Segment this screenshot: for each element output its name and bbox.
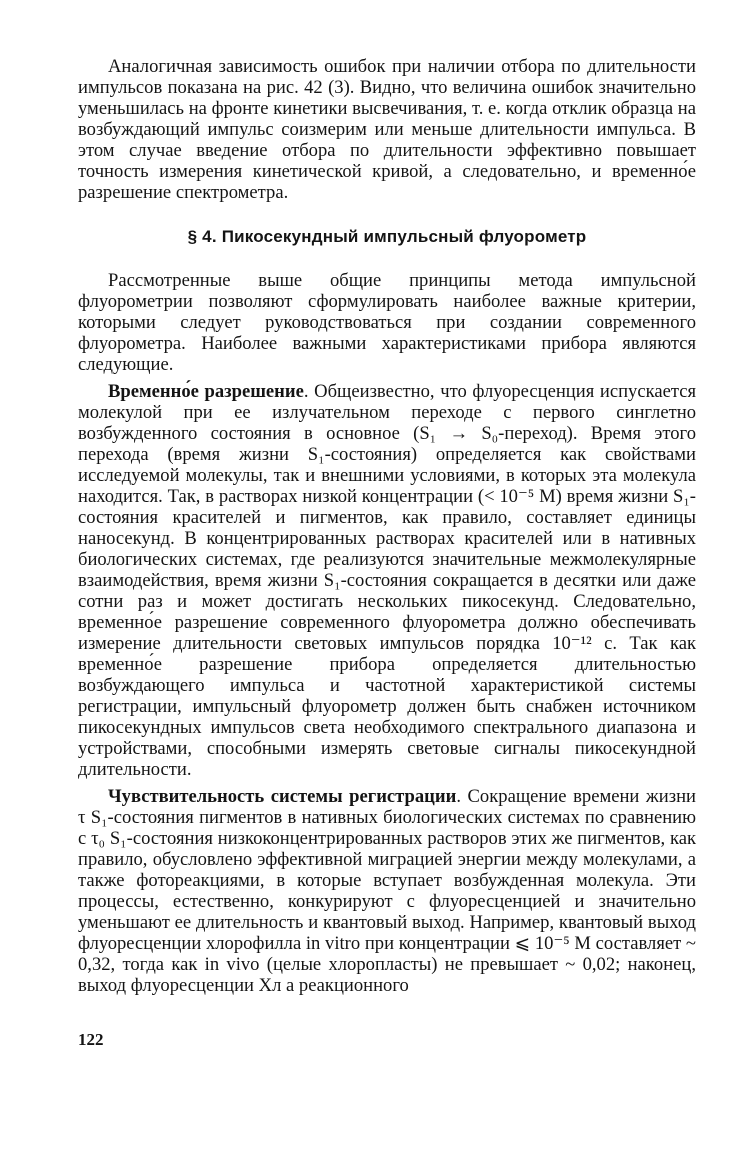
term-sensitivity: Чувствительность системы регистрации xyxy=(108,786,457,807)
page-body xyxy=(78,56,696,996)
paragraph-4-text: . Сокращение времени жизни τ S₁-состояния пигментов в нативных биологических системах по сравнению с τ₀ S₁-состояния низкоконцентрированных растворов этих же пигментов, как правило, обусловлено эффективной миграцией энергии между молекулами, а также фотореакциями, в которые вступает возбужденная молекула. Эти процессы, естественно, конкурируют с флуоресценцией и значительно уменьшают ее длительность и квантовый выход. Например, квантовый выход флуоресценции хлорофилла in vitro при концентрации ⩽ 10⁻⁵ М составляет ~ 0,32, тогда как in vivo (целые хлоропласты) не превышает ~ 0,02; наконец, выход флуоресценции Хл a реакционного xyxy=(78,786,696,996)
section-heading: § 4. Пикосекундный импульсный флуорометр xyxy=(187,227,587,246)
paragraph-4 xyxy=(78,786,696,996)
paragraph-3 xyxy=(78,381,696,780)
page-number: 122 xyxy=(78,1030,104,1049)
paragraph-2: Рассмотренные выше общие принципы метода импульсной флуорометрии позволяют сформулировать наиболее важные критерии, которыми следует руководствоваться при создании современного флуорометра. Наиболее важными характеристиками прибора являются следующие. xyxy=(78,270,696,375)
term-time-resolution: Временно́е разрешение xyxy=(108,381,304,402)
paragraph-1: Аналогичная зависимость ошибок при наличии отбора по длительности импульсов показана на рис. 42 (3). Видно, что величина ошибок значительно уменьшилась на фронте кинетики высвечивания, т. е. когда отклик образца на возбуждающий импульс соизмерим или меньше длительности импульса. В этом случае введение отбора по длительности эффективно повышает точность измерения кинетической кривой, а следовательно, и временно́е разрешение спектрометра. xyxy=(78,56,696,203)
paragraph-3-text: . Общеизвестно, что флуоресценция испускается молекулой при ее излучательном переходе с первого синглетно возбужденного состояния в основное (S₁ → S₀-переход). Время этого перехода (время жизни S₁-состояния) определяется как свойствами исследуемой молекулы, так и внешними условиями, в которых эта молекула находится. Так, в растворах низкой концентрации (< 10⁻⁵ М) время жизни S₁-состояния красителей и пигментов, как правило, составляет единицы наносекунд. В концентрированных растворах красителей или в нативных биологических системах, где реализуются значительные межмолекулярные взаимодействия, время жизни S₁-состояния сокращается в десятки или даже сотни раз и может достигать нескольких пикосекунд. Следовательно, временно́е разрешение современного флуорометра должно обеспечивать измерение длительности световых импульсов порядка 10⁻¹² с. Так как временно́е разрешение прибора определяется длительностью возбуждающего импульса и частотной характеристикой системы регистрации, импульсный флуорометр должен быть снабжен источником пикосекундных импульсов света необходимого спектрального диапазона и устройствами, способными измерять световые сигналы пикосекундной длительности. xyxy=(78,381,697,780)
